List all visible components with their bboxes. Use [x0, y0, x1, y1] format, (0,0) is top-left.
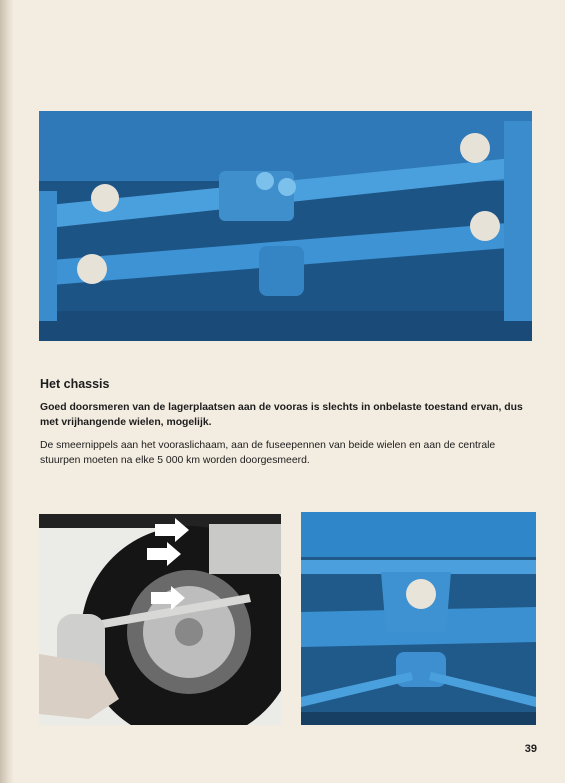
body-paragraph: De smeernippels aan het vooraslichaam, aan de fuseepennen van beide wielen en aan de centrale stuurpen moeten na elke 5 000 km worden doorgesmeerd.	[40, 440, 496, 466]
page-number: 39	[524, 743, 537, 755]
front-axle-photo	[39, 111, 532, 341]
wheel-grease-gun-photo	[39, 514, 281, 725]
central-steering-pivot-photo	[301, 512, 536, 725]
intro-paragraph: Goed doorsmeren van de lagerplaatsen aan de vooras is slechts in onbelaste toestand ervan, dus met vrijhangende wielen, mogelijk.	[40, 402, 523, 428]
book-spine-shadow	[0, 0, 14, 783]
section-heading: Het chassis	[40, 377, 110, 391]
